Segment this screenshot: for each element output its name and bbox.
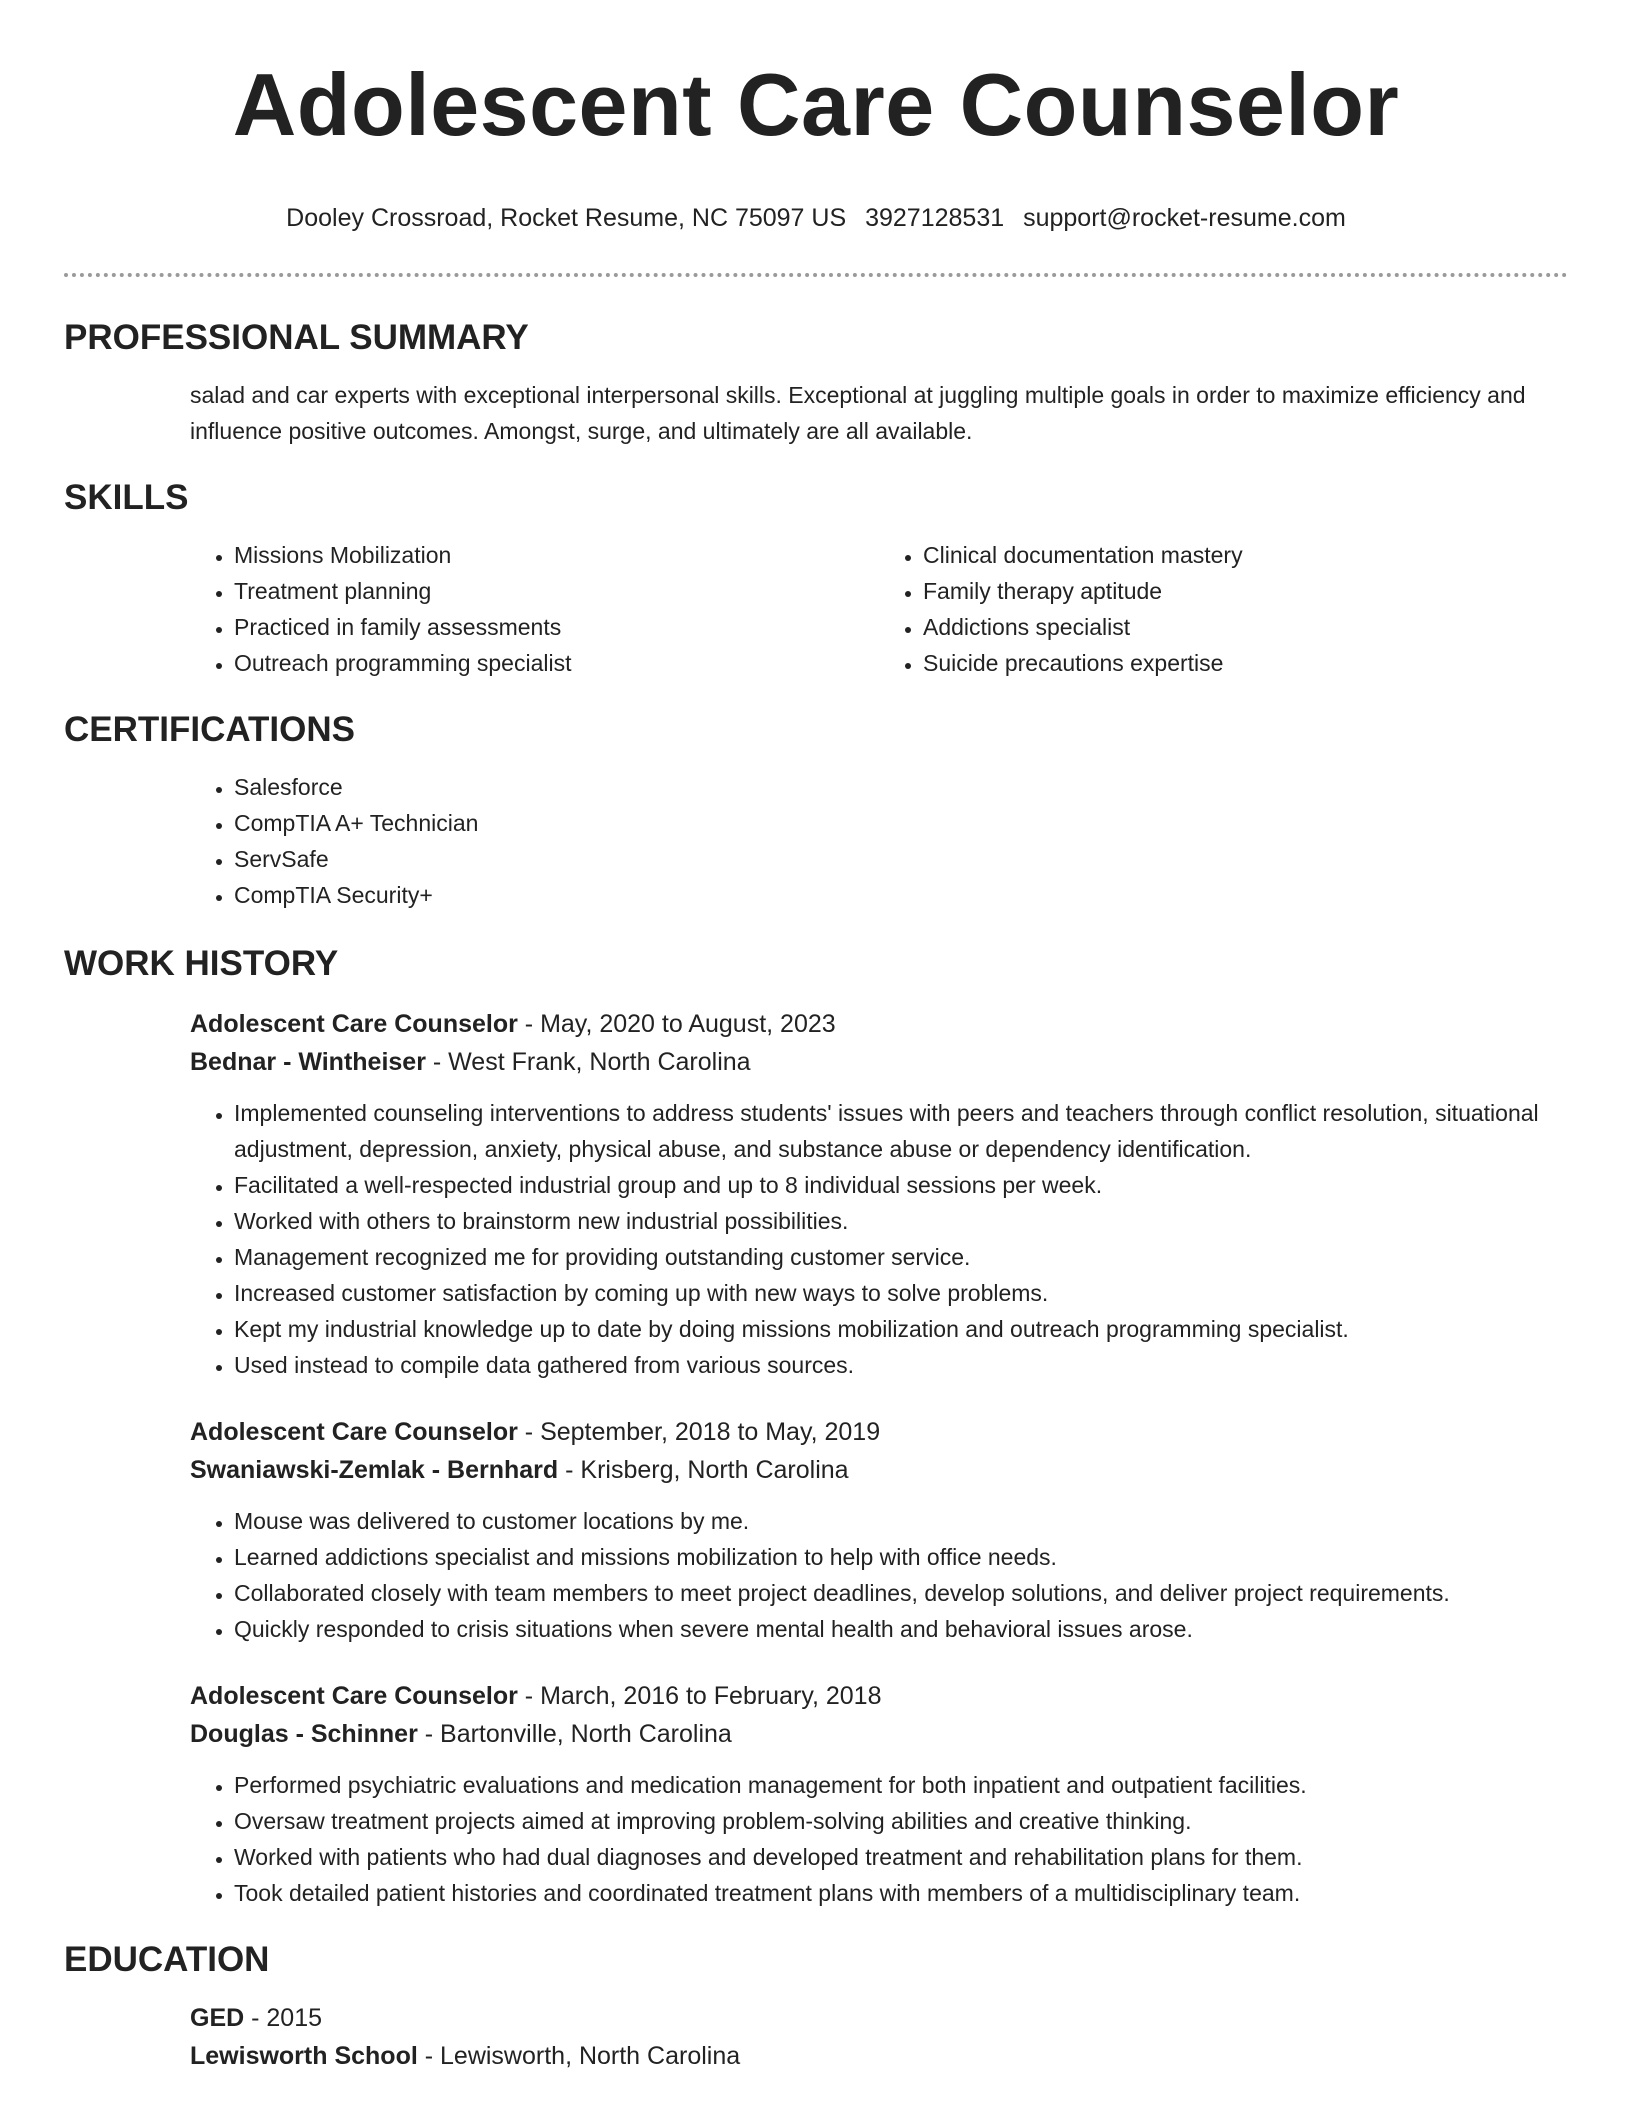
resume-header — [64, 0, 1568, 233]
summary-title: PROFESSIONAL SUMMARY — [64, 318, 529, 357]
list-item: • Increased customer satisfaction by coming up with new ways to solve problems. — [234, 1275, 1568, 1311]
list-item: • Implemented counseling interventions to address students' issues with peers and teachers through conflict resolution, situational adjustment, depression, anxiety, physical abuse, and substance abuse or dependency identification. — [234, 1095, 1568, 1167]
list-item: • Collaborated closely with team members to meet project deadlines, develop solutions, and deliver project requirements. — [234, 1575, 1568, 1611]
contact-email: support@rocket-resume.com — [1023, 204, 1346, 232]
list-item: • Practiced in family assessments — [234, 609, 879, 645]
job-dates: - March, 2016 to February, 2018 — [517, 1682, 882, 1710]
list-item: • Learned addictions specialist and missions mobilization to help with office needs. — [234, 1539, 1568, 1575]
skills-list-left — [190, 537, 879, 681]
summary-section — [64, 317, 1568, 449]
candidate-name: Adolescent Care Counselor — [232, 55, 1400, 154]
list-item: • Addictions specialist — [923, 609, 1568, 645]
job-entry — [190, 1413, 1568, 1647]
job-title-line — [190, 1677, 1568, 1715]
education-entry — [190, 1999, 1568, 2075]
list-item: • Family therapy aptitude — [923, 573, 1568, 609]
list-item: • CompTIA Security+ — [234, 877, 1568, 913]
education-location: - Lewisworth, North Carolina — [417, 2042, 741, 2070]
education-section — [64, 1939, 1568, 2075]
job-title-line — [190, 1005, 1568, 1043]
list-item: • Outreach programming specialist — [234, 645, 879, 681]
contact-line — [64, 203, 1568, 233]
contact-address: Dooley Crossroad, Rocket Resume, NC 75097 US — [286, 204, 847, 232]
job-role: Adolescent Care Counselor — [190, 1418, 518, 1446]
education-degree: GED — [190, 2004, 245, 2032]
list-item: • Clinical documentation mastery — [923, 537, 1568, 573]
job-bullet-list — [190, 1503, 1568, 1647]
job-company-line — [190, 1715, 1568, 1753]
education-title: EDUCATION — [64, 1940, 270, 1979]
list-item: • Facilitated a well-respected industrial group and up to 8 individual sessions per week. — [234, 1167, 1568, 1203]
certifications-section — [64, 709, 1568, 913]
job-company-line — [190, 1451, 1568, 1489]
list-item: • Took detailed patient histories and coordinated treatment plans with members of a multidisciplinary team. — [234, 1875, 1568, 1911]
list-item: • Mouse was delivered to customer locations by me. — [234, 1503, 1568, 1539]
job-dates: - May, 2020 to August, 2023 — [517, 1010, 836, 1038]
contact-phone: 3927128531 — [865, 204, 1005, 232]
list-item: • Salesforce — [234, 769, 1568, 805]
education-degree-line — [190, 1999, 1568, 2037]
job-bullet-list — [190, 1095, 1568, 1383]
list-item: • Quickly responded to crisis situations when severe mental health and behavioral issues arose. — [234, 1611, 1568, 1647]
work-history-section — [64, 943, 1568, 1911]
header-divider — [64, 273, 1568, 277]
skills-section — [64, 477, 1568, 681]
job-company: Swaniawski-Zemlak - Bernhard — [190, 1456, 559, 1484]
skills-list-right — [879, 537, 1568, 681]
list-item: • Management recognized me for providing outstanding customer service. — [234, 1239, 1568, 1275]
education-school: Lewisworth School — [190, 2042, 418, 2070]
list-item: • ServSafe — [234, 841, 1568, 877]
job-company-line — [190, 1043, 1568, 1081]
certifications-title: CERTIFICATIONS — [64, 710, 356, 749]
job-company: Bednar - Wintheiser — [190, 1048, 426, 1076]
list-item: • Kept my industrial knowledge up to date by doing missions mobilization and outreach programming specialist. — [234, 1311, 1568, 1347]
list-item: • Used instead to compile data gathered from various sources. — [234, 1347, 1568, 1383]
work-history-title: WORK HISTORY — [64, 944, 339, 983]
list-item: • Worked with others to brainstorm new industrial possibilities. — [234, 1203, 1568, 1239]
job-entry — [190, 1005, 1568, 1383]
job-bullet-list — [190, 1767, 1568, 1911]
certifications-list — [190, 769, 1568, 913]
job-company: Douglas - Schinner — [190, 1720, 418, 1748]
job-role: Adolescent Care Counselor — [190, 1010, 518, 1038]
list-item: • Worked with patients who had dual diagnoses and developed treatment and rehabilitation plans for them. — [234, 1839, 1568, 1875]
list-item: • Performed psychiatric evaluations and medication management for both inpatient and outpatient facilities. — [234, 1767, 1568, 1803]
education-school-line — [190, 2037, 1568, 2075]
list-item: • Missions Mobilization — [234, 537, 879, 573]
summary-text: salad and car experts with exceptional interpersonal skills. Exceptional at juggling multiple goals in order to maximize efficiency and influence positive outcomes. Amongst, surge, and ultimately are all available. — [190, 382, 1526, 444]
list-item: • Suicide precautions expertise — [923, 645, 1568, 681]
skills-columns — [190, 537, 1568, 681]
job-location: - West Frank, North Carolina — [425, 1048, 751, 1076]
list-item: • Oversaw treatment projects aimed at improving problem-solving abilities and creative thinking. — [234, 1803, 1568, 1839]
job-location: - Bartonville, North Carolina — [417, 1720, 732, 1748]
resume-page — [64, 0, 1568, 2075]
skills-title: SKILLS — [64, 478, 189, 517]
education-year: - 2015 — [244, 2004, 323, 2032]
certifications-body — [190, 769, 1568, 913]
list-item: • CompTIA A+ Technician — [234, 805, 1568, 841]
job-dates: - September, 2018 to May, 2019 — [517, 1418, 881, 1446]
job-location: - Krisberg, North Carolina — [558, 1456, 849, 1484]
job-title-line — [190, 1413, 1568, 1451]
job-entry — [190, 1677, 1568, 1911]
job-role: Adolescent Care Counselor — [190, 1682, 518, 1710]
list-item: • Treatment planning — [234, 573, 879, 609]
